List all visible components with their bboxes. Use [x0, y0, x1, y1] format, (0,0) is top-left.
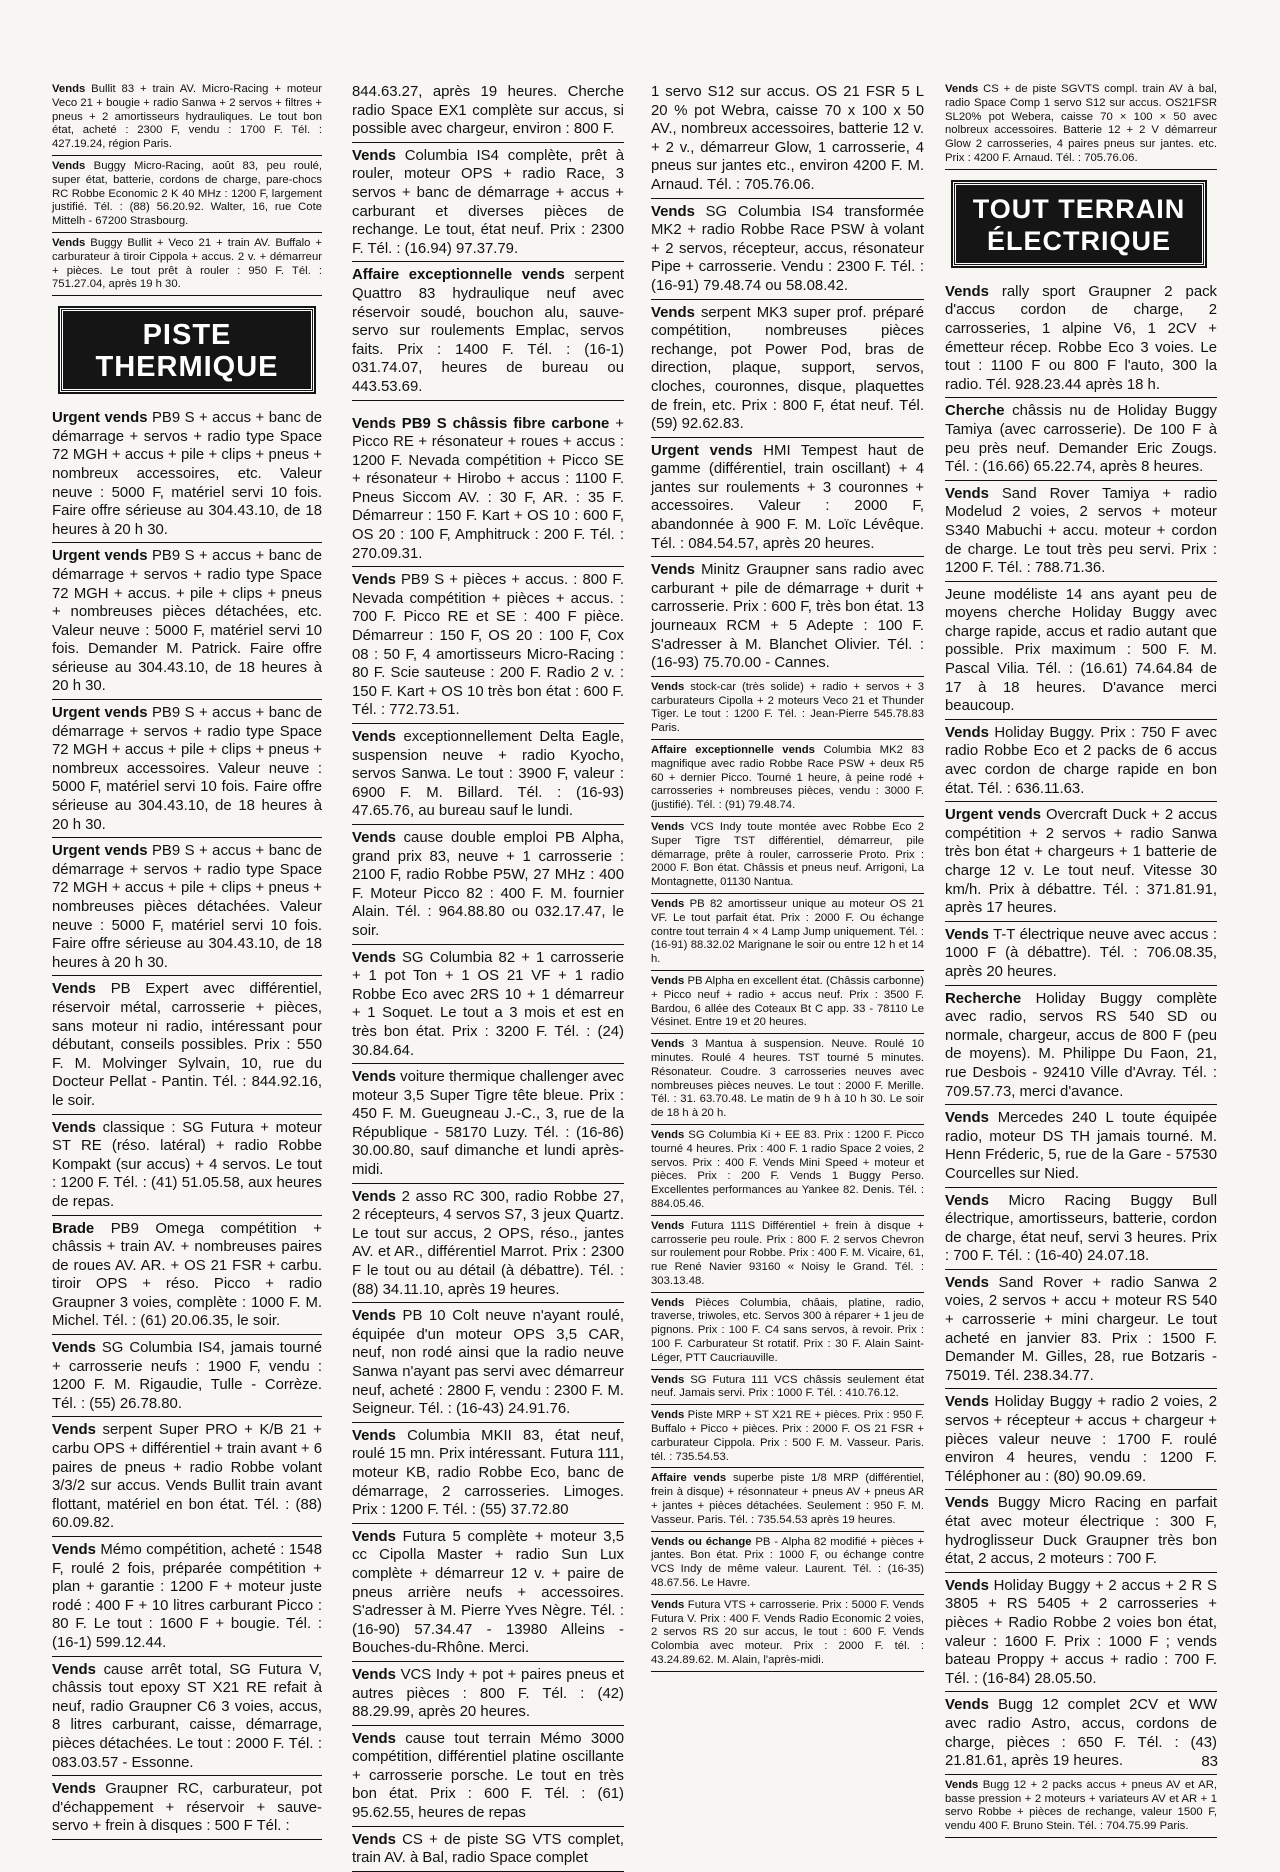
ad-text: PB 10 Colt neuve n'ayant roulé, équipée d'un moteur OPS 3,5 CAR, neuf, non rodé ainsi que la radio neuve Sanwa n'ayant pas servi avec démarreur neuf, acheté : 2800 F, vendu : 2300 F. M. Seigneur. Tél. : (16-43) 24.91.76.	[352, 1308, 624, 1418]
ad-text: Bullit 83 + train AV. Micro-Racing + moteur Veco 21 + bougie + radio Sanwa + 2 servos + filtres + pneus + 2 amortisseurs hydrauliques. Le tout bon état, acheté : 2300 F, vendu : 1700 F. Tél. : 427.19.24, région Paris.	[52, 83, 322, 151]
classified-ad	[651, 82, 924, 199]
ad-text: + Picco RE + résonateur + roues + accus : 1200 F. Nevada compétition + Picco SE + résonateur + Hirobo + accus : 1100 F. Pneus Siccom AV. : 30 F, AR. : 35 F. Démarreur : 150 F. Kart + OS 10 : 600 F, OS 20 : 100 F, Amphitruck : 200 F. Tél. : 270.09.31.	[352, 415, 624, 562]
classified-ad	[52, 1540, 322, 1657]
ad-text: PB9 S + pièces + accus. : 800 F. Nevada compétition + pièces + accus. : 700 F. Picco RE et SE : 400 F pièce. Démarreur : 150 F, OS 20 : 100 F, Cox 08 : 50 F, 4 amortisseurs Micro-Racing : 80 F. Scie sauteuse : 200 F. Radio 2 v. : 150 F. Kart + OS 10 très bon état : 600 F. Tél. : 772.73.51.	[352, 572, 624, 719]
ad-lead: Vends	[945, 926, 989, 943]
classified-ad	[52, 408, 322, 543]
classified-ad	[651, 1037, 924, 1125]
ad-text: Graupner RC, carburateur, pot d'échappement + réservoir + sauve-servo + frein à disques : 500 F Tél. :	[52, 1781, 323, 1835]
ad-text: châssis nu de Holiday Buggy Tamiya (avec carrosserie). De 100 F à peu près neuf. Demander Eric Zougs. Tél. : (16.66) 65.22.74, après 8 heures.	[945, 403, 1217, 476]
classified-ad	[352, 828, 624, 945]
ad-text: Holiday Buggy. Prix : 750 F avec radio Robbe Eco et 2 packs de 6 accus avec cordon de charge rapide en bon état. Tél. : 636.11.63.	[945, 724, 1217, 797]
ad-text: Bugg 12 complet 2CV et WW avec radio Astro, accus, cordons de charge, pièces : 650 F. Tél. : (43) 21.81.61, après 19 heures.	[945, 1697, 1217, 1770]
ad-lead: Vends	[651, 974, 685, 987]
ad-text: superbe piste 1/8 MRP (différentiel, frein à disque) + résonnateur + pneus AV + pneus AR + jantes + pièces détachées. Seulement : 950 F. M. Vasseur. Paris. Tél. : 735.54.53 après 19 heures.	[651, 1472, 925, 1526]
ad-text: Holiday Buggy + radio 2 voies, 2 servos + récepteur + accus + chargeur + pièces valeur neuve : 1700 F. roulé environ 4 heures, vendu : 1200 F. Téléphoner au : (80) 90.09.69.	[945, 1394, 1217, 1485]
ad-lead: Urgent vends	[52, 843, 148, 860]
ad-lead: Vends PB9 S châssis fibre carbone	[352, 415, 610, 432]
classified-ad	[945, 1778, 1217, 1838]
ad-text: Columbia IS4 complète, prêt à rouler, moteur OPS + radio Race, 3 servos + banc de démarrage + accus + carburant et diverses pièces de rechange. Le tout, état neuf. Prix : 2300 F. Tél. : (16.94) 97.37.79.	[352, 147, 624, 257]
classified-ad	[52, 1660, 322, 1777]
column-2	[352, 82, 625, 1867]
classified-ad	[52, 703, 322, 838]
classified-ad	[651, 1408, 924, 1468]
classified-ad	[352, 146, 624, 263]
classified-ad	[945, 1392, 1217, 1490]
ad-text: Buggy Bullit + Veco 21 + train AV. Buffalo + carburateur à tiroir Cippola + accus. 2 v. + démarreur + pièces. Le tout prêt à rouler : 950 F. Tél. : 751.27.04, après 19 h 30.	[52, 236, 323, 291]
classified-ad	[651, 202, 924, 300]
ad-lead: Cherche	[945, 403, 1005, 420]
classified-ad	[352, 265, 624, 400]
ad-lead: Vends	[352, 1308, 396, 1325]
ad-text: CS + de piste SG VTS complet, train AV. à Bal, radio Space complet	[352, 1831, 624, 1867]
section-heading-line: PISTE	[142, 319, 232, 352]
classified-ad	[352, 727, 624, 825]
ad-lead: Vends	[52, 1661, 96, 1678]
ad-text: classique : SG Futura + moteur ST RE (réso. latéral) + radio Robbe Kompakt (sur accus) + 4 servos. Le tout : 1200 F. Tél. : (41) 51.05.58, aux heures de repas.	[52, 1119, 322, 1210]
classified-ad	[651, 303, 924, 438]
column-4	[945, 82, 1218, 1833]
ad-lead: Vends	[945, 1274, 989, 1291]
ad-text: Columbia MK2 83 magnifique avec radio Robbe Race PSW + deux R5 60 + dernier Picco. Tourné 1 heure, à peine rodé + carrosseries + nombreuses pièces, vendu : 3000 F. (justifié). Tél. : (91) 79.48.74.	[651, 744, 924, 812]
classified-ad	[651, 560, 924, 677]
ad-text: PB - Alpha 82 modifié + pièces + jantes. Bon état. Prix : 1000 F, ou échange contre VCS Indy de même valeur. Laurent. Tél. : (16-35) 48.67.56. Le Havre.	[651, 1535, 925, 1590]
ad-text: serpent Quattro 83 hydraulique neuf avec réservoir soudé, bouchon alu, sauve-servo sur roulements Emplac, servos faits. Prix : 1400 F. Tél. : (16-1) 031.74.07, heures de bureau ou 443.53.69.	[352, 267, 624, 395]
ad-text: PB9 S + accus + banc de démarrage + servos + radio type Space 72 MGH + accus + pile + clips + pneus + nombreuses pièces détachées. Valeur neuve : 5000 F, matériel servi 10 fois. Faire offre sérieuse au 304.43.10, de 18 heures à 20 h 30.	[52, 843, 323, 971]
classified-ad	[52, 159, 322, 233]
ad-text: cause tout terrain Mémo 3000 compétition, différentiel platine oscillante + carrosserie porsche. Le tout en très bon état. Prix : 600 F. Tél. : (61) 95.62.55, heures de repas	[352, 1730, 624, 1822]
ad-text: SG Columbia IS4 transformée MK2 + radio Robbe Race PSW à volant + 2 servos, récepteur, accus, résonateur Pipe + carrosserie. Vendu : 2300 F. Tél. : (16-91) 79.48.74 ou 58.08.42.	[651, 203, 925, 294]
classified-ad	[352, 1067, 624, 1184]
ad-lead: Vends	[651, 1373, 685, 1386]
ad-lead: Vends	[352, 1528, 396, 1545]
ad-text: exceptionnellement Delta Eagle, suspension neuve + radio Kyocho, servos Sanwa. Le tout : 3900 F, valeur : 6900 F. M. Billard. Tél. : (16-93) 47.65.76, au bureau sauf le lundi.	[352, 729, 624, 820]
classified-ad	[352, 1830, 624, 1872]
ad-text: Buggy Micro-Racing, août 83, peu roulé, super état, batterie, cordons de charge, pare-chocs RC Robbe Economic 2 K 40 MHz : 1200 F, largement justifié. Tél. : (88) 56.20.92. Walter, 16, rue Cote Mittelh - 67200 Strasbourg.	[52, 159, 323, 228]
ad-lead: Vends	[352, 147, 396, 164]
column-3	[651, 82, 924, 1777]
classified-ad	[945, 1108, 1217, 1187]
classified-ad	[945, 989, 1217, 1106]
ad-text: Sand Rover Tamiya + radio Modelud 2 voies, 2 servos + moteur S340 Mabuchi + accu. moteur + cordon de charge. Le tout très peu servi. Prix : 1200 F. Tél. : 788.71.36.	[945, 485, 1217, 577]
ad-lead: Urgent vends	[52, 705, 148, 722]
ad-lead: Vends	[352, 1831, 396, 1848]
ad-text: PB9 Omega compétition + châssis + train AV. + nombreuses paires de roues AV. AR. + OS 21 FSR + carbu. tiroir OPS + réso. Picco + radio Graupner 3 voies, complète : 1000 F. M. Michel. Tél. : (61) 20.06.35, le soir.	[52, 1220, 323, 1330]
ad-lead: Vends	[651, 562, 695, 579]
ad-lead: Vends	[945, 1495, 989, 1512]
ad-lead: Vends	[352, 729, 396, 745]
section-heading-line: TOUT TERRAIN	[972, 193, 1186, 224]
ad-lead: Vends	[52, 83, 86, 95]
ad-text: Micro Racing Buggy Bull électrique, amortisseurs, batterie, cordon de charge, état neuf, servi 3 heures. Prix : 700 F. Tél. : (16-40) 24.07.18.	[945, 1192, 1218, 1265]
ad-text: CS + de piste SGVTS compl. train AV à bal, radio Space Comp 1 servo S12 sur accus. OS21FSR SL20% pot Webera, caisse 70 × 100 × 50 avec nolbreux accessoires. Batterie 12 + 2 V démarreur Glow 2 carrosseries, 4 paires pneus sur jantes. etc. Prix : 4200 F. Arnaud. Tél. : 705.76.06.	[945, 83, 1217, 164]
ad-text: PB Expert avec différentiel, réservoir métal, carrosserie + pièces, sans moteur ni radio, intéressant pour débutant, conseils possibles. Prix : 550 F. M. Molvinger Sylvain, 10, rue du Docteur Pellat - Pantin. Tél. : 844.92.16, le soir.	[52, 981, 323, 1109]
ad-text: T-T électrique neuve avec accus : 1000 F (à débattre). Tél. : 706.08.35, après 20 heures.	[945, 926, 1217, 980]
ad-lead: Urgent vends	[945, 807, 1042, 824]
ad-lead: Vends	[651, 820, 685, 833]
ad-lead: Vends	[352, 1188, 396, 1205]
section-heading-tout-terrain-electrique	[953, 182, 1205, 266]
classified-ad	[945, 805, 1217, 922]
section-heading-line: THERMIQUE	[95, 351, 279, 384]
ad-lead: Vends	[945, 485, 989, 502]
classified-ad	[651, 897, 924, 971]
ad-text: SG Columbia IS4, jamais tourné + carrosserie neufs : 1900 F, vendu : 1200 F. M. Rigaudie, Tulle - Corrèze. Tél. : (55) 26.78.80.	[52, 1340, 323, 1412]
classified-ad	[352, 414, 624, 568]
ad-text: Columbia MKII 83, état neuf, roulé 15 mn. Prix intéressant. Futura 111, moteur KB, radio Robbe Eco, banc de démarrage, 2 carrosseries. Limoges. Prix : 1200 F. Tél. : (55) 37.72.80	[352, 1427, 625, 1519]
ad-lead: Vends	[352, 829, 396, 846]
ad-text: Bugg 12 + 2 packs accus + pneus AV et AR, basse pression + 2 moteurs + variateurs AV et AR + 1 servo Robbe + pièces de rechange, valeur 1500 F, vendu 400 F. Bruno Stein. Tél. : 704.75.99 Paris.	[945, 1778, 1217, 1833]
classified-ad	[352, 948, 624, 1065]
ad-lead: Recherche	[945, 990, 1022, 1007]
classified-ad	[52, 1219, 322, 1336]
ad-text: cause double emploi PB Alpha, grand prix 83, neuve + 1 carrosserie : 2100 F, radio Robbe P5W, 27 MHz : 400 F. Moteur Picco 82 : 400 F. M. fournier Alain. Tél. : 964.88.80 ou 032.17.47, le soir.	[352, 829, 624, 939]
ad-lead: Vends ou échange	[651, 1535, 752, 1548]
ad-text: PB 82 amortisseur unique au moteur OS 21 VF. Le tout parfait état. Prix : 2000 F. Ou échange contre tout terrain 4 × 4 Lamp Jump uniquement. Tél. : (16-91) 88.32.02 Marignane le soir ou entre 12 h et 14 h.	[651, 897, 925, 966]
ad-lead: Urgent vends	[52, 410, 148, 427]
ad-lead: Vends	[352, 949, 396, 966]
classified-ad	[52, 979, 322, 1114]
ad-lead: Vends	[52, 1340, 96, 1357]
ad-lead: Vends	[352, 1666, 396, 1683]
ad-lead: Brade	[52, 1220, 95, 1237]
classified-ad	[651, 1535, 924, 1595]
column-1	[52, 82, 323, 1835]
classified-ad	[651, 820, 924, 894]
classified-ad	[945, 585, 1217, 720]
ad-text: Minitz Graupner sans radio avec carburant + pile de démarrage + durit + carrosserie. Prix : 600 F, très bon état. 13 journeaux RCM + 5 Adepte : 100 F. S'adresser à M. Blanchet Olivier. Tél. : (16-93) 75.70.00 - Cannes.	[651, 562, 924, 672]
classified-ad	[52, 1118, 322, 1216]
classified-ad	[651, 1128, 924, 1216]
ad-lead: Vends	[945, 1394, 989, 1411]
ad-lead: Vends	[52, 1422, 96, 1439]
classified-ad	[651, 974, 924, 1034]
classified-ad	[52, 82, 322, 156]
classified-ad	[945, 282, 1217, 399]
ad-lead: Vends	[52, 981, 96, 998]
classified-ad	[945, 1273, 1217, 1390]
classified-ad	[352, 1729, 624, 1827]
section-heading-line: ÉLECTRIQUE	[986, 225, 1171, 256]
ad-text: SG Columbia 82 + 1 carrosserie + 1 pot Ton + 1 OS 21 VF + 1 radio Robbe Eco avec 2RS 10 + 1 démarreur + 1 Soquet. Le tout a 3 mois et est en très bon état. Prix : 3200 F. Tél. : (24) 30.84.64.	[352, 949, 624, 1059]
ad-text: rally sport Graupner 2 pack d'accus cordon de charge, 2 carrosseries, 1 alpine V6, 1 2CV + émetteur récep. Robbe Eco 3 voies. Le tout : 1100 F ou 800 F l'auto, 300 la radio. Tél. 928.23.44 après 18 h.	[945, 283, 1217, 393]
classified-ad	[352, 1187, 624, 1304]
classified-ad	[52, 236, 322, 296]
classified-ad	[352, 82, 624, 143]
ad-text: SG Columbia Ki + EE 83. Prix : 1200 F. Picco tourné 4 heures. Prix : 400 F. 1 radio Space 2 voies, 2 servos. Prix : 400 F. Vends Mini Speed + moteur et pièces. Prix : 200 F. Vends 1 Buggy Perso. Excellentes performances au Yankee 82. Denis. Tél. : 884.05.46.	[651, 1128, 924, 1210]
ad-lead: Vends	[352, 572, 396, 589]
classified-ad	[945, 1493, 1217, 1572]
ad-text: serpent MK3 super prof. préparé compétition, nombreuses pièces rechange, pot Power Pod, bras de direction, plaque, support, servos, cloches, couronnes, disque, plaquettes de frein, etc. Prix : 800 F, état neuf. Tél. (59) 92.62.83.	[651, 304, 924, 433]
ad-text: Mémo compétition, acheté : 1548 F, roulé 2 fois, préparée compétition + plan + garantie : 1200 F + moteur juste rodé : 400 F + 10 litres carburant Picco : 80 F. Le tout : 1600 F + bougie. Tél. : (16-1) 599.12.44.	[52, 1542, 322, 1651]
ad-text: serpent Super PRO + K/B 21 + carbu OPS + différentiel + train avant + 6 paires de pneus + radio Robbe volant 3/3/2 sur accus. Vends Bullit train avant flottant, matériel en bon état. Tél. : (88) 60.09.82.	[52, 1422, 323, 1532]
ad-text: Futura VTS + carrosserie. Prix : 5000 F. Vends Futura V. Prix : 400 F. Vends Radio Economic 2 voies, 2 servos RS 20 sur accus, le tout : 600 F. Vends Colombia avec moteur. Prix : 2000 F. tél. : 43.24.89.62. M. Alain, l'après-midi.	[651, 1598, 924, 1667]
classified-ad	[651, 441, 924, 558]
ad-lead: Vends	[52, 1542, 96, 1558]
section-heading-piste-thermique	[60, 308, 314, 392]
classified-ad	[651, 1296, 924, 1370]
spacer	[352, 404, 624, 414]
ad-lead: Urgent vends	[651, 442, 753, 459]
classified-ad	[52, 841, 322, 976]
ad-text: Sand Rover + radio Sanwa 2 voies, 2 servos + accu + moteur RS 540 + carrosserie + mini chargeur. Le tout acheté en janvier 83. Prix : 1500 F. Demander M. Gilles, 28, rue Botzaris - 75019. Tél. 238.34.77.	[945, 1274, 1217, 1384]
ad-lead: Vends	[945, 1192, 989, 1209]
ad-text: Futura 111S Différentiel + frein à disque + carrosserie peu roule. Prix : 800 F. 2 servos Chevron sur roulement pour Robbe. Prix : 400 F. M. Vicaire, 61, rue René Navier 93160 « Noisy le Grand. Tél. : 303.13.48.	[651, 1219, 924, 1287]
classified-ad	[52, 546, 322, 700]
ad-text: Piste MRP + ST X21 RE + pièces. Prix : 950 F. Buffalo + Picco + pièces. Prix : 2000 F. OS 21 FSR + carburateur Cippola. Prix : 500 F. M. Vasseur. Paris. tél. : 735.54.53.	[651, 1409, 925, 1463]
ad-text: PB Alpha en excellent état. (Châssis carbonne) + Picco neuf + radio + accus neuf. Prix : 3500 F. Bardou, 6 allée des Coteaux Bt C app. 33 - 78110 Le Vésinet. Entre 19 et 20 heures.	[651, 974, 925, 1029]
classified-ad	[352, 1665, 624, 1726]
ad-text: PB9 S + accus + banc de démarrage + servos + radio type Space 72 MGH + accus. + pile + clips + pneus + nombreuses pièces détachées, etc. Valeur neuve : 5000 F, matériel servi 10 fois. Demander M. Patrick. Faire offre sérieuse au 304.43.10, de 18 heures à 20 h 30.	[52, 548, 323, 695]
ad-text: stock-car (très solide) + radio + servos + 3 carburateurs Cipolla + 2 moteurs Veco 21 et Thunder Tiger. Le tout : 1200 F. Tél. : Jean-Pierre 545.78.83 Paris.	[651, 680, 924, 735]
ad-lead: Vends	[945, 1778, 979, 1791]
classified-ad	[52, 1420, 322, 1537]
classified-ad	[945, 1576, 1217, 1693]
classified-ad	[52, 1779, 322, 1840]
ad-text: PB9 S + accus + banc de démarrage + servos + radio type Space 72 MGH + accus + pile + clips + pneus + nombreux accessoires, etc. Valeur neuve : 5000 F, matériel servi 10 fois. Faire offre sérieuse au 304.43.10, de 18 heures à 20 h 30.	[52, 410, 323, 538]
ad-lead: Vends	[52, 1781, 96, 1798]
classified-ad	[651, 1598, 924, 1672]
ad-lead: Affaire exceptionnelle vends	[651, 744, 815, 756]
classified-ad	[945, 1695, 1217, 1774]
ad-text: Holiday Buggy complète avec radio, servos RS 540 SD ou normale, chargeur, accus de 800 F (peu de moyens). M. Philippe Du Faon, 21, rue Desbois - 92410 Ville d'Avray. Tél. : 709.57.73, merci d'avance.	[945, 990, 1217, 1100]
classified-ad	[651, 743, 924, 817]
classified-ad	[651, 1219, 924, 1293]
ad-text: HMI Tempest haut de gamme (différentiel, train oscillant) + 4 jantes sur roulements + 3 couronnes + accessoires. Valeur : 2000 F, abandonnée à 900 F. M. Loïc Lévêque. Tél. : 084.54.57, après 20 heures.	[651, 442, 925, 552]
classified-ad	[352, 1306, 624, 1423]
ad-text: 1 servo S12 sur accus. OS 21 FSR 5 L 20 % pot Webra, caisse 70 x 100 x 50 AV., nombreux accessoires, batterie 12 v. + 2 v., démarreur Glow, 1 carrosserie, 4 pneus sur jantes etc., environ 4200 F. M. Arnaud. Tél. : 705.76.06.	[651, 84, 924, 193]
ad-lead: Vends	[651, 1296, 685, 1309]
ad-text: voiture thermique challenger avec moteur 3,5 Super Tigre tête bleue. Prix : 450 F. M. Gueugneau J.-C., 3, rue de la République - 58170 Luzy. Tél. : (16-86) 30.00.80, sauf dimanche et lundi après-midi.	[352, 1069, 624, 1179]
ad-text: VCS Indy toute montée avec Robbe Eco 2 Super Tigre TST différentiel, démarreur, pile démarrage, prête à rouler, carrosserie Proto. Prix : 2000 F. Bon état. Châssis et pneus neuf. Arrigoni, La Montagnette, 01130 Nantua.	[651, 820, 925, 889]
ad-lead: Vends	[352, 1069, 396, 1086]
page-number: 83	[1201, 1753, 1218, 1770]
ad-lead: Vends	[945, 724, 989, 741]
ad-lead: Vends	[651, 1409, 685, 1422]
ad-lead: Vends	[651, 304, 695, 321]
classified-ad	[352, 1426, 624, 1524]
classified-ad	[651, 1373, 924, 1406]
ad-lead: Vends	[352, 1427, 396, 1444]
ad-text: 3 Mantua à suspension. Neuve. Roulé 10 minutes. Roulé 4 heures. TST tourné 5 minutes. Résonateur. Coudre. 3 carrosseries neuves avec nombreuses pièces neuves. Le tout : 2000 F. Merille. Tél. : 31. 63.70.48. Le matin de 9 h à 10 h 30. Le soir de 18 h à 20 h.	[651, 1038, 925, 1120]
ad-text: Futura 5 complète + moteur 3,5 cc Cipolla Master + radio Sun Lux complète + démarreur 12 v. + paire de pneus arrière neufs + accessoires. S'adresser à M. Pierre Yves Nègre. Tél. : (16-90) 57.34.47 - 13980 Alleins - Bouches-du-Rhône. Merci.	[352, 1528, 624, 1657]
ad-lead: Vends	[651, 897, 685, 910]
classified-ad	[352, 570, 624, 724]
ad-text: PB9 S + accus + banc de démarrage + servos + radio type Space 72 MGH + accus + pile + clips + pneus + nombreux accessoires. Valeur neuve : 5000 F, matériel servi 10 fois. Faire offre sérieuse au 304.43.10, de 18 heures à 20 h 30.	[52, 705, 323, 833]
ad-text: cause arrêt total, SG Futura V, châssis tout epoxy ST X21 RE refait à neuf, radio Graupner C6 3 voies, accus, 8 litres carburant, caisse, démarrage, pièces détachées. Le tout : 2000 F. Tél. : 083.03.57 - Essonne.	[52, 1661, 323, 1771]
ad-lead: Vends	[52, 236, 86, 249]
ad-lead: Vends	[945, 283, 989, 300]
ad-lead: Affaire exceptionnelle vends	[352, 267, 565, 284]
ad-text: VCS Indy + pot + paires pneus et autres pièces : 800 F. Tél. : (42) 88.29.99, après 20 heures.	[352, 1666, 624, 1721]
ad-lead: Vends	[651, 1219, 685, 1232]
classified-ad	[52, 1338, 322, 1417]
classified-ad	[945, 723, 1217, 802]
classified-ad	[352, 1527, 624, 1662]
ad-lead: Vends	[52, 1119, 96, 1136]
ad-lead: Vends	[651, 203, 695, 220]
ad-text: Overcraft Duck + 2 accus compétition + 2 servos + radio Sanwa très bon état + chargeurs + 1 batterie de charge 12 v. Le tout neuf. Vitesse 30 km/h. Prix à débattre. Tél. : 371.81.91, après 17 heures.	[945, 807, 1218, 917]
ad-lead: Vends	[945, 1110, 989, 1127]
classified-ad	[945, 1191, 1217, 1270]
classified-ad	[651, 1471, 924, 1531]
ad-lead: Vends	[945, 1577, 989, 1594]
ad-text: Jeune modéliste 14 ans ayant peu de moyens cherche Holiday Buggy avec charge rapide, accus et radio autant que possible. Prix maximum : 500 F. M. Pascal Vilia. Tél. : (16.61) 74.64.84 de 17 à 18 heures. D'avance merci beaucoup.	[945, 586, 1217, 715]
ad-lead: Vends	[945, 83, 979, 95]
ad-text: SG Futura 111 VCS châssis seulement état neuf. Jamais servi. Prix : 1000 F. Tél. : 410.76.12.	[651, 1373, 925, 1400]
ad-text: Holiday Buggy + 2 accus + 2 R S 3805 + RS 5405 + 2 carrosseries + pièces + Radio Robbe 2 voies bon état, valeur : 1600 F. Prix : 1000 F ; vends bateau Proppy + accus + radio : 700 F. Tél. : (16-84) 28.05.50.	[945, 1577, 1217, 1687]
ad-lead: Vends	[52, 159, 86, 172]
ad-lead: Vends	[651, 1598, 685, 1611]
classified-ad	[945, 484, 1217, 582]
ad-lead: Vends	[352, 1730, 396, 1747]
ad-text: Pièces Columbia, châais, platine, radio, traverse, triwoles, etc. Servos 300 à réparer + 1 jeu de pignons. Prix : 100 F. C4 sans servos, à revoir. Prix : 100 F. Carburateur St rotatif. Prix : 30 F. Alain Saint-Léger, PTT Caucriauville.	[651, 1296, 925, 1364]
ad-text: Buggy Micro Racing en parfait état avec moteur électrique : 300 F, hydroglisseur Duck Graupner très bon état, 2 accus, 2 moteurs : 700 F.	[945, 1495, 1218, 1568]
ad-lead: Vends	[651, 1038, 685, 1051]
classified-ad	[651, 680, 924, 740]
ad-text: 844.63.27, après 19 heures. Cherche radio Space EX1 complète sur accus, si possible avec chargeur, environ : 800 F.	[352, 84, 624, 138]
ad-lead: Urgent vends	[52, 548, 148, 565]
ad-lead: Affaire vends	[651, 1472, 727, 1485]
classified-ad	[945, 925, 1217, 986]
ad-lead: Vends	[945, 1697, 989, 1714]
classified-ad	[945, 82, 1217, 170]
ad-lead: Vends	[651, 680, 685, 693]
ad-lead: Vends	[651, 1128, 685, 1141]
ad-text: 2 asso RC 300, radio Robbe 27, 2 récepteurs, 4 servos S7, 3 jeux Quartz. Le tout sur accus, 2 OPS, réso., jantes AV. et AR., différentiel Marrot. Prix : 2300 F le tout ou au détail (à débattre). Tél. : (88) 34.11.10, après 19 heures.	[352, 1188, 624, 1298]
ad-text: Mercedes 240 L toute équipée radio, moteur DS TH jamais tourné. M. Henn Fréderic, 5, rue de la Gare - 57530 Courcelles sur Nied.	[945, 1110, 1217, 1182]
classified-ad	[945, 401, 1217, 480]
